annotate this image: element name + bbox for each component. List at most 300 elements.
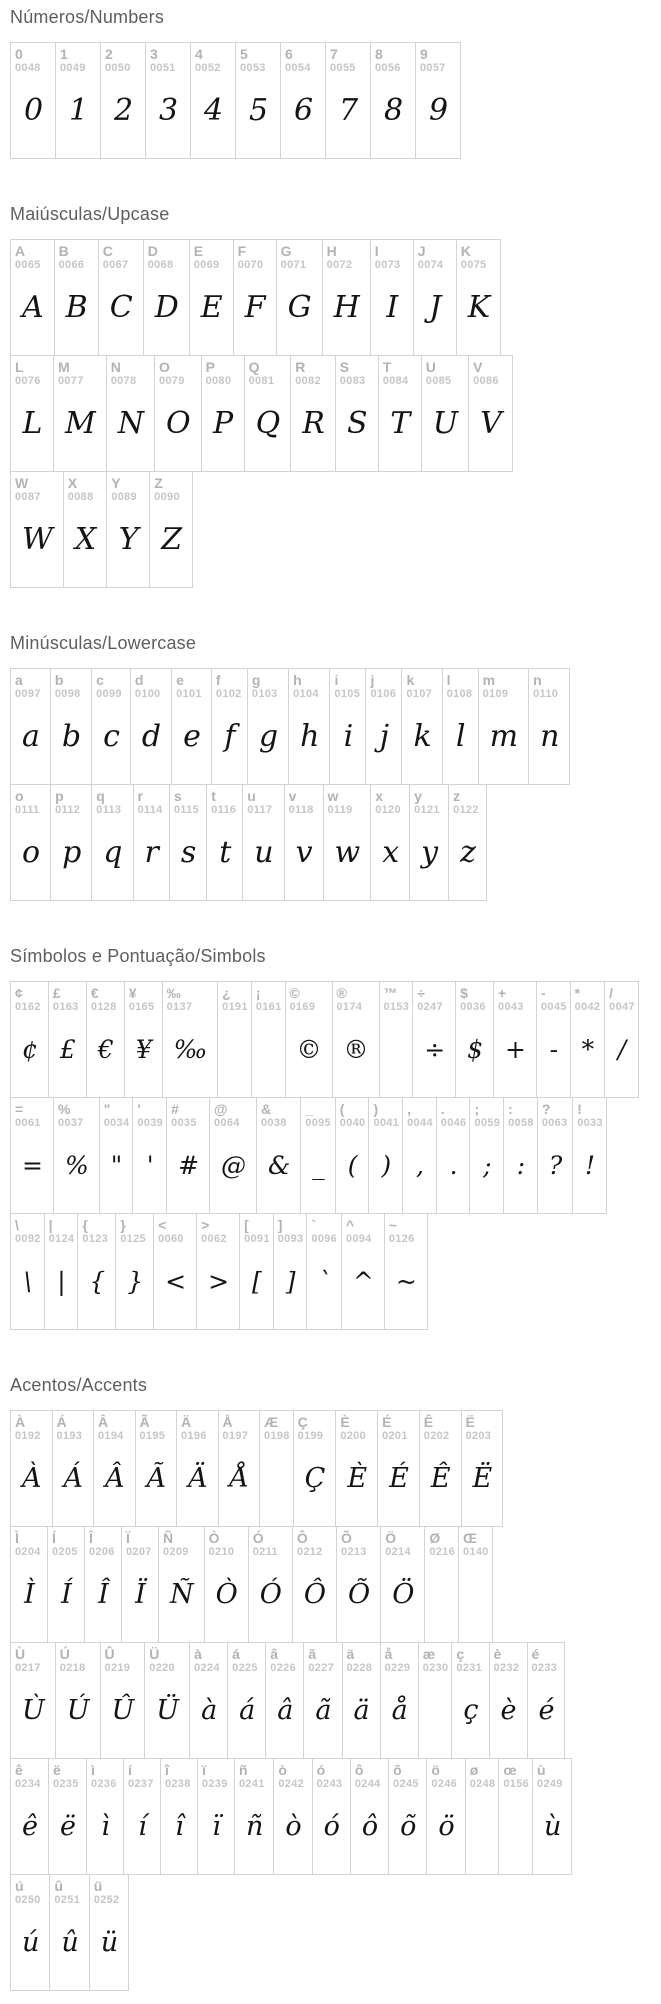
glyph-cell [335, 1097, 370, 1214]
cell-character-label: { [82, 1217, 88, 1233]
cell-glyph-preview: P [212, 406, 234, 442]
glyph-cell [288, 668, 330, 785]
glyph-cell [160, 1758, 198, 1875]
cell-character-label: V [473, 359, 483, 375]
cell-glyph-preview: 3 [158, 93, 179, 129]
cell-glyph-preview: d [141, 719, 162, 755]
cell-glyph-preview: $ [467, 1035, 484, 1065]
glyph-cell [217, 981, 252, 1098]
cell-glyph-preview: v [295, 835, 313, 871]
cell-unicode-code: 0105 [334, 688, 361, 701]
glyph-cell [52, 1410, 95, 1527]
glyph-cell [292, 1526, 337, 1643]
cell-unicode-code: 0126 [388, 1233, 415, 1246]
glyph-cell [378, 355, 422, 472]
cell-character-label: J [417, 243, 426, 259]
glyph-cell [55, 1642, 101, 1759]
cell-glyph-preview: Ò [215, 1579, 238, 1611]
cell-unicode-code: 0224 [194, 1662, 220, 1675]
glyph-cell [149, 471, 193, 588]
cell-glyph-preview: Ô [303, 1579, 327, 1611]
glyph-cell [493, 981, 537, 1098]
cell-character-label: ø [469, 1762, 479, 1778]
glyph-cell [242, 784, 284, 901]
glyph-cell [171, 668, 212, 785]
cell-unicode-code: 0231 [456, 1662, 483, 1675]
cell-character-label: 3 [150, 46, 158, 62]
glyph-cell [273, 1758, 312, 1875]
glyph-cell [461, 1410, 504, 1527]
cell-unicode-code: 0204 [15, 1546, 41, 1559]
cell-glyph-preview: i [343, 719, 354, 755]
cell-character-label: Ê [423, 1414, 434, 1430]
cell-unicode-code: 0067 [102, 259, 129, 272]
cell-unicode-code: 0072 [326, 259, 353, 272]
cell-character-label: Ä [181, 1414, 192, 1430]
glyph-cell [451, 1642, 489, 1759]
cell-unicode-code: 0216 [429, 1546, 455, 1559]
glyph-cell [409, 784, 449, 901]
cell-glyph-preview: á [239, 1695, 256, 1727]
cell-glyph-preview: ã [315, 1695, 332, 1727]
cell-unicode-code: 0080 [205, 375, 232, 388]
cell-glyph-preview: Ë [472, 1463, 493, 1495]
glyph-cell [276, 239, 323, 356]
glyph-cell [233, 239, 277, 356]
cell-character-label: ¡ [255, 985, 261, 1001]
cell-character-label: © [289, 985, 300, 1001]
cell-character-label: q [96, 788, 105, 804]
cell-unicode-code: 0114 [137, 804, 163, 817]
cell-glyph-preview: â [277, 1695, 294, 1727]
cell-character-label: k [406, 672, 415, 688]
glyph-cell [335, 1410, 378, 1527]
glyph-cell [442, 668, 479, 785]
glyph-cell [239, 1213, 274, 1330]
glyph-cell [98, 239, 144, 356]
cell-glyph-preview: Ê [430, 1463, 451, 1495]
cell-unicode-code: 0037 [57, 1117, 84, 1130]
cell-unicode-code: 0044 [407, 1117, 433, 1130]
cell-unicode-code: 0071 [280, 259, 307, 272]
grid-row [10, 1758, 572, 1875]
glyph-cell [342, 1642, 381, 1759]
cell-character-label: U [425, 359, 436, 375]
cell-character-label: Â [98, 1414, 109, 1430]
glyph-cell [93, 1410, 136, 1527]
cell-unicode-code: 0205 [52, 1546, 78, 1559]
cell-unicode-code: 0245 [393, 1778, 419, 1791]
cell-glyph-preview: W [22, 522, 53, 558]
cell-glyph-preview: \ [23, 1267, 33, 1297]
cell-unicode-code: 0099 [96, 688, 122, 701]
cell-unicode-code: 0085 [425, 375, 452, 388]
cell-glyph-preview: 9 [428, 93, 449, 129]
cell-unicode-code: 0125 [120, 1233, 146, 1246]
cell-character-label: X [67, 475, 78, 491]
glyph-cell [91, 668, 131, 785]
glyph-cell [162, 981, 219, 1098]
cell-character-label: $ [460, 985, 468, 1001]
glyph-cell [325, 42, 371, 159]
glyph-cell [53, 355, 107, 472]
section-grid [10, 42, 651, 159]
glyph-cell [49, 1874, 89, 1991]
cell-unicode-code: 0236 [90, 1778, 117, 1791]
cell-character-label: G [280, 243, 292, 259]
cell-unicode-code: 0213 [341, 1546, 367, 1559]
cell-glyph-preview: ê [22, 1811, 38, 1843]
glyph-cell [259, 1410, 294, 1527]
cell-glyph-preview: D [154, 290, 179, 326]
cell-character-label: î [164, 1762, 169, 1778]
glyph-cell [218, 1410, 261, 1527]
cell-glyph-preview: t [219, 835, 232, 871]
cell-character-label: D [147, 243, 158, 259]
cell-glyph-preview: w [334, 835, 361, 871]
cell-character-label: Y [111, 475, 121, 491]
cell-unicode-code: 0140 [463, 1546, 489, 1559]
cell-unicode-code: 0194 [98, 1430, 124, 1443]
glyph-cell [47, 1526, 85, 1643]
cell-unicode-code: 0209 [163, 1546, 189, 1559]
cell-character-label: % [57, 1101, 71, 1117]
cell-glyph-preview: { [89, 1267, 106, 1297]
cell-character-label: ô [354, 1762, 364, 1778]
cell-unicode-code: 0065 [15, 259, 41, 272]
cell-glyph-preview: : [516, 1151, 526, 1181]
cell-glyph-preview: % [64, 1151, 89, 1181]
cell-glyph-preview: b [61, 719, 82, 755]
glyph-cell [100, 42, 146, 159]
cell-character-label: P [205, 359, 215, 375]
cell-unicode-code: 0090 [154, 491, 180, 504]
cell-character-label: H [326, 243, 337, 259]
cell-character-label: Ì [15, 1530, 19, 1546]
cell-unicode-code: 0214 [385, 1546, 411, 1559]
glyph-cell [197, 1758, 235, 1875]
cell-unicode-code: 0115 [173, 804, 199, 817]
cell-unicode-code: 0049 [60, 62, 86, 75]
cell-glyph-preview: < [165, 1267, 187, 1297]
glyph-cell [365, 668, 402, 785]
cell-unicode-code: 0232 [493, 1662, 520, 1675]
cell-glyph-preview: X [74, 522, 97, 558]
cell-unicode-code: 0074 [417, 259, 444, 272]
cell-character-label: Å [222, 1414, 233, 1430]
cell-unicode-code: 0084 [382, 375, 409, 388]
glyph-cell [388, 1758, 427, 1875]
cell-unicode-code: 0243 [316, 1778, 343, 1791]
cell-character-label: £ [52, 985, 61, 1001]
cell-unicode-code: 0052 [195, 62, 221, 75]
cell-glyph-preview: + [505, 1035, 526, 1065]
cell-unicode-code: 0202 [423, 1430, 450, 1443]
cell-glyph-preview: ^ [352, 1267, 374, 1297]
glyph-cell [115, 1213, 154, 1330]
cell-glyph-preview: Ó [259, 1579, 282, 1611]
cell-glyph-preview: 7 [338, 93, 359, 129]
cell-glyph-preview: € [97, 1035, 114, 1065]
cell-character-label: ; [474, 1101, 480, 1117]
glyph-cell [48, 981, 87, 1098]
character-section [10, 204, 651, 588]
cell-unicode-code: 0034 [103, 1117, 130, 1130]
cell-character-label: á [232, 1646, 240, 1662]
cell-unicode-code: 0051 [150, 62, 176, 75]
cell-character-label: ^ [345, 1217, 355, 1233]
glyph-cell [124, 981, 163, 1098]
cell-character-label: é [531, 1646, 540, 1662]
glyph-cell [532, 1758, 572, 1875]
cell-character-label: Ó [252, 1530, 264, 1546]
glyph-cell [604, 981, 639, 1098]
cell-unicode-code: 0193 [56, 1430, 83, 1443]
cell-glyph-preview: ( [347, 1151, 358, 1181]
cell-character-label: Ã [139, 1414, 150, 1430]
glyph-cell [189, 239, 234, 356]
cell-unicode-code: 0225 [232, 1662, 258, 1675]
cell-glyph-preview: " [110, 1151, 123, 1181]
cell-character-label: I [374, 243, 379, 259]
cell-glyph-preview: / [617, 1035, 627, 1065]
cell-character-label: Ï [126, 1530, 130, 1546]
glyph-cell [100, 1642, 146, 1759]
cell-glyph-preview: F [244, 290, 266, 326]
cell-unicode-code: 0077 [58, 375, 84, 388]
glyph-cell [536, 981, 571, 1098]
cell-character-label: ë [52, 1762, 61, 1778]
cell-character-label: > [201, 1217, 210, 1233]
cell-glyph-preview: p [62, 835, 82, 871]
cell-unicode-code: 0069 [193, 259, 220, 272]
glyph-cell [10, 355, 54, 472]
cell-glyph-preview: è [500, 1695, 517, 1727]
cell-glyph-preview: ! [585, 1151, 596, 1181]
glyph-cell [211, 668, 248, 785]
cell-glyph-preview: C [109, 290, 133, 326]
cell-character-label: v [288, 788, 297, 804]
section-grid [10, 668, 651, 901]
cell-character-label: ç [456, 1646, 465, 1662]
cell-unicode-code: 0199 [297, 1430, 324, 1443]
glyph-cell [329, 668, 366, 785]
cell-glyph-preview: ¢ [22, 1035, 38, 1065]
cell-glyph-preview: G [287, 290, 312, 326]
cell-glyph-preview: ï [212, 1811, 221, 1843]
cell-unicode-code: 0242 [278, 1778, 305, 1791]
cell-character-label: Ç [297, 1414, 308, 1430]
cell-unicode-code: 0059 [474, 1117, 501, 1130]
glyph-cell [106, 471, 150, 588]
glyph-cell [176, 1410, 219, 1527]
cell-glyph-preview: a [22, 719, 40, 755]
cell-character-label: À [15, 1414, 26, 1430]
cell-unicode-code: 0249 [537, 1778, 563, 1791]
cell-unicode-code: 0070 [237, 259, 264, 272]
cell-character-label: & [261, 1101, 272, 1117]
cell-unicode-code: 0104 [293, 688, 319, 701]
glyph-cell [10, 1097, 54, 1214]
cell-character-label: ! [577, 1101, 582, 1117]
cell-glyph-preview: o [22, 835, 41, 871]
cell-unicode-code: 0033 [577, 1117, 603, 1130]
grid-row [10, 355, 513, 472]
cell-unicode-code: 0117 [247, 804, 273, 817]
grid-row [10, 1642, 565, 1759]
cell-glyph-preview: ® [343, 1035, 369, 1065]
cell-glyph-preview: í [138, 1811, 147, 1843]
cell-character-label: l [446, 672, 451, 688]
glyph-cell [158, 1526, 205, 1643]
cell-character-label: ' [137, 1101, 141, 1117]
cell-glyph-preview: Ù [22, 1695, 45, 1727]
cell-glyph-preview: ) [381, 1151, 392, 1181]
grid-row [10, 42, 461, 159]
cell-character-label: 6 [285, 46, 293, 62]
cell-character-label: Œ [463, 1530, 477, 1546]
cell-glyph-preview: J [429, 290, 442, 326]
cell-unicode-code: 0041 [373, 1117, 400, 1130]
glyph-cell [91, 784, 133, 901]
cell-glyph-preview: ` [318, 1267, 331, 1297]
character-section [10, 633, 651, 901]
glyph-cell [99, 1097, 134, 1214]
cell-unicode-code: 0220 [149, 1662, 175, 1675]
cell-character-label: p [55, 788, 64, 804]
glyph-cell [10, 1526, 48, 1643]
cell-unicode-code: 0116 [211, 804, 237, 817]
glyph-cell [384, 1213, 428, 1330]
glyph-cell [133, 784, 170, 901]
cell-glyph-preview: £ [59, 1035, 76, 1065]
cell-glyph-preview: È [347, 1463, 368, 1495]
cell-glyph-preview: ¥ [135, 1035, 152, 1065]
cell-character-label: ó [316, 1762, 326, 1778]
cell-glyph-preview: u [254, 835, 274, 871]
cell-character-label: Z [154, 475, 163, 491]
glyph-cell [350, 1758, 389, 1875]
cell-unicode-code: 0207 [126, 1546, 152, 1559]
cell-glyph-preview: Z [161, 522, 183, 558]
cell-character-label: € [90, 985, 99, 1001]
glyph-cell [201, 355, 245, 472]
glyph-cell [306, 1213, 342, 1330]
cell-unicode-code: 0035 [171, 1117, 197, 1130]
glyph-cell [10, 1642, 56, 1759]
cell-character-label: ì [90, 1762, 95, 1778]
glyph-cell [77, 1213, 116, 1330]
cell-unicode-code: 0103 [251, 688, 278, 701]
cell-unicode-code: 0123 [82, 1233, 109, 1246]
cell-character-label: n [533, 672, 542, 688]
cell-glyph-preview: = [22, 1151, 43, 1181]
glyph-cell [154, 355, 202, 472]
cell-character-label: + [498, 985, 507, 1001]
glyph-cell [280, 42, 326, 159]
cell-character-label: h [293, 672, 302, 688]
cell-unicode-code: 0100 [134, 688, 161, 701]
glyph-cell [209, 1097, 257, 1214]
cell-character-label: j [370, 672, 375, 688]
glyph-cell [572, 1097, 607, 1214]
cell-character-label: L [15, 359, 24, 375]
cell-glyph-preview: Ç [304, 1463, 326, 1495]
glyph-cell [436, 1097, 471, 1214]
glyph-cell [419, 1410, 462, 1527]
cell-unicode-code: 0252 [93, 1894, 120, 1907]
glyph-cell [570, 981, 606, 1098]
glyph-cell [132, 1097, 167, 1214]
glyph-cell [421, 355, 469, 472]
glyph-cell [204, 1526, 249, 1643]
glyph-cell [265, 1642, 304, 1759]
cell-unicode-code: 0247 [417, 1001, 443, 1014]
cell-glyph-preview: Ü [156, 1695, 180, 1727]
cell-glyph-preview: @ [221, 1151, 247, 1181]
cell-character-label: R [295, 359, 306, 375]
cell-character-label: í [127, 1762, 132, 1778]
cell-character-label: @ [214, 1101, 228, 1117]
cell-unicode-code: 0112 [55, 804, 81, 817]
cell-character-label: ‰ [166, 985, 181, 1001]
cell-unicode-code: 0089 [111, 491, 137, 504]
glyph-cell [456, 239, 501, 356]
grid-row [10, 471, 193, 588]
cell-unicode-code: 0093 [277, 1233, 304, 1246]
cell-character-label: 5 [240, 46, 248, 62]
cell-unicode-code: 0060 [158, 1233, 184, 1246]
cell-character-label: z [453, 788, 461, 804]
cell-character-label: u [247, 788, 256, 804]
cell-unicode-code: 0046 [440, 1117, 467, 1130]
cell-character-label: O [158, 359, 170, 375]
cell-unicode-code: 0200 [340, 1430, 367, 1443]
cell-glyph-preview: L [22, 406, 43, 442]
glyph-cell [413, 239, 457, 356]
glyph-cell [537, 1097, 573, 1214]
cell-unicode-code: 0226 [270, 1662, 296, 1675]
cell-unicode-code: 0198 [264, 1430, 290, 1443]
cell-glyph-preview: , [415, 1151, 424, 1181]
cell-glyph-preview: 8 [383, 93, 404, 129]
grid-row [10, 1097, 607, 1214]
cell-unicode-code: 0237 [127, 1778, 154, 1791]
cell-unicode-code: 0169 [289, 1001, 316, 1014]
glyph-cell [10, 239, 55, 356]
cell-glyph-preview: r [144, 835, 159, 871]
glyph-cell [169, 784, 207, 901]
cell-character-label: y [414, 788, 422, 804]
cell-glyph-preview: Ã [146, 1463, 166, 1495]
glyph-cell [377, 1410, 420, 1527]
glyph-cell [401, 668, 442, 785]
cell-unicode-code: 0233 [531, 1662, 558, 1675]
cell-glyph-preview: õ [400, 1811, 417, 1843]
cell-glyph-preview: z [460, 835, 476, 871]
glyph-cell [247, 668, 289, 785]
character-section [10, 946, 651, 1330]
cell-character-label: " [103, 1101, 111, 1117]
glyph-cell [341, 1213, 385, 1330]
cell-character-label: o [15, 788, 24, 804]
section-title: Símbolos e Pontuação/Simbols [10, 946, 266, 966]
cell-character-label: i [334, 672, 339, 688]
cell-glyph-preview: î [175, 1811, 184, 1843]
glyph-cell [527, 1642, 566, 1759]
cell-unicode-code: 0079 [158, 375, 185, 388]
cell-glyph-preview: y [421, 835, 439, 871]
